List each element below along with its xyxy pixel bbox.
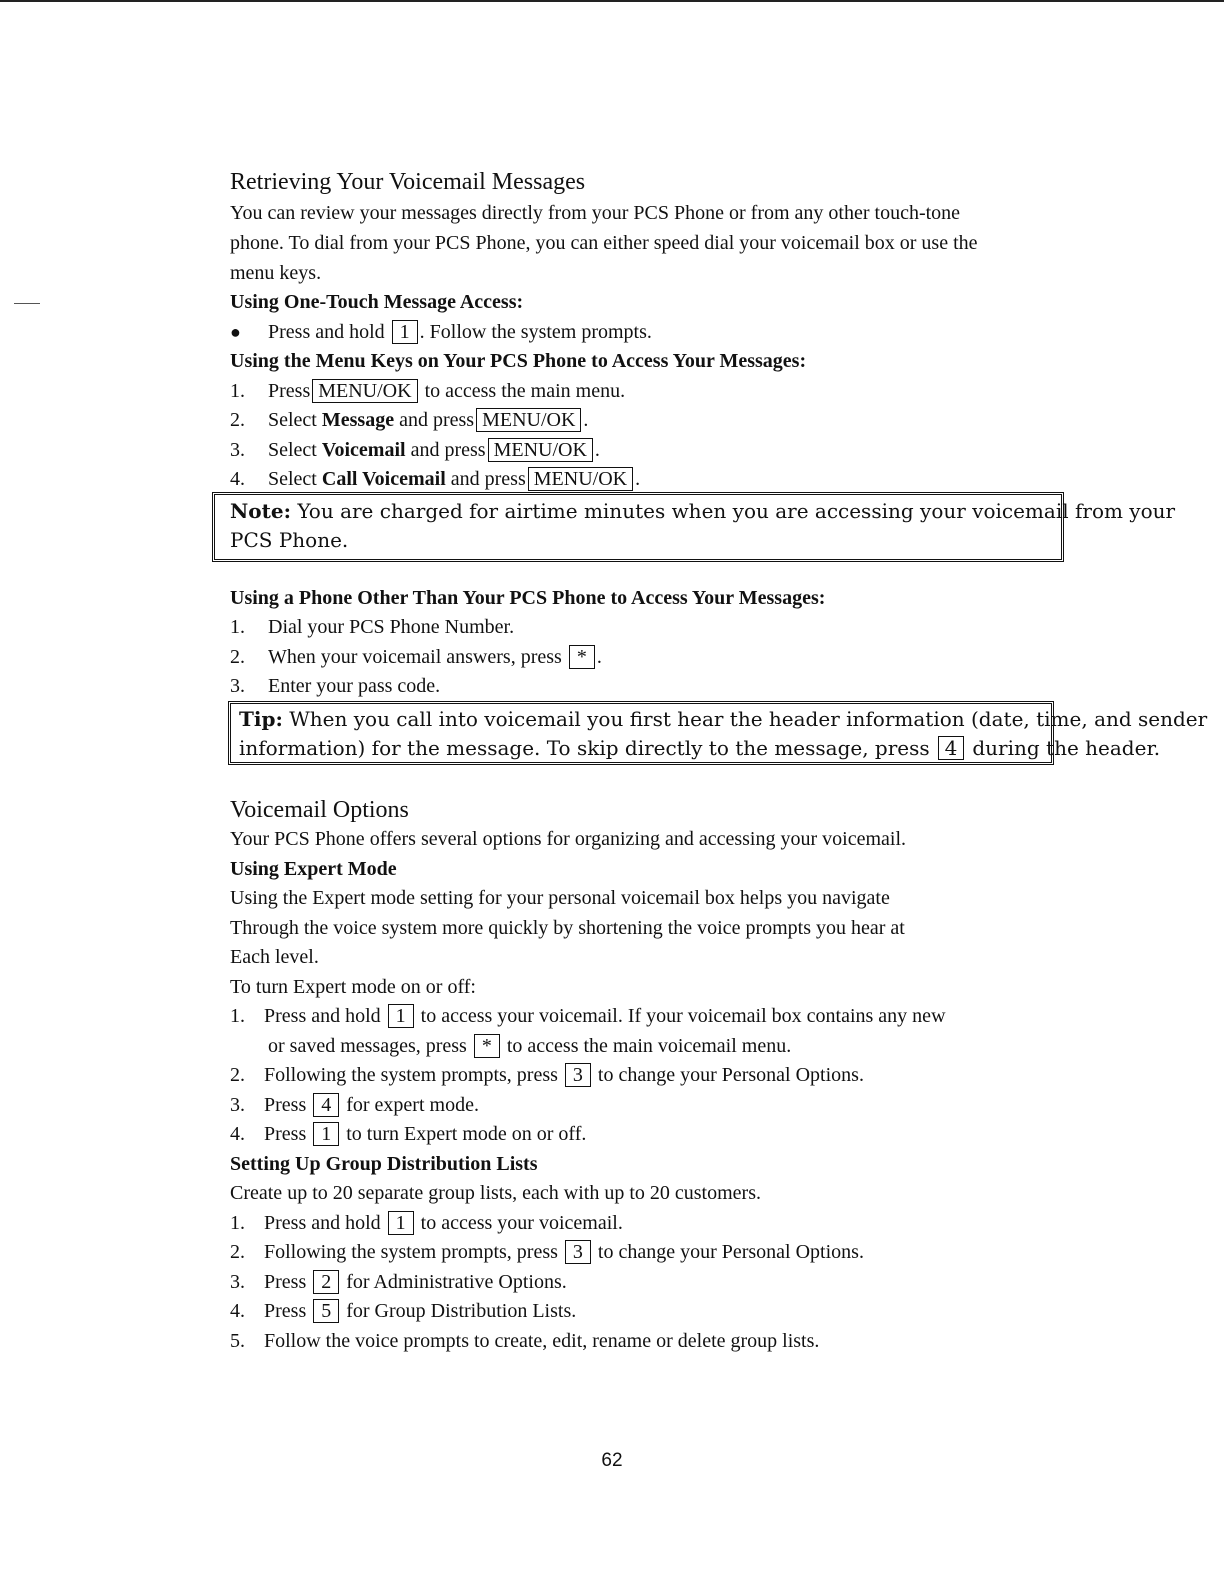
step-text: . xyxy=(583,409,589,431)
expert-para-1: Using the Expert mode setting for your personal voicemail box helps you navigate xyxy=(230,887,890,909)
note-line-2: PCS Phone. xyxy=(230,528,349,552)
key-1: 1 xyxy=(313,1122,339,1146)
key-4: 4 xyxy=(938,736,964,760)
key-menu-ok: MENU/OK xyxy=(528,467,633,491)
step-number: 1. xyxy=(230,616,245,638)
other-step xyxy=(230,643,602,671)
step-text: or saved messages, press xyxy=(268,1035,467,1057)
step-text: to access the main voicemail menu. xyxy=(506,1035,792,1057)
step-text: Enter your pass code. xyxy=(268,675,441,697)
menu-step xyxy=(230,406,588,434)
step-text: Press xyxy=(268,380,311,402)
step-text: Dial your PCS Phone Number. xyxy=(268,616,515,638)
step-number: 3. xyxy=(230,1271,245,1293)
one-touch-pre: Press and hold xyxy=(268,321,385,343)
step-number: 2. xyxy=(230,646,245,668)
one-touch-post: . Follow the system prompts. xyxy=(419,321,652,343)
step-number: 1. xyxy=(230,380,245,402)
step-text: Press xyxy=(264,1271,307,1293)
step-text: . xyxy=(594,439,600,461)
step-number: 3. xyxy=(230,675,245,697)
step-text: Select xyxy=(268,468,317,490)
step-number: 4. xyxy=(230,1300,245,1322)
expert-step xyxy=(230,1061,864,1089)
key-3: 3 xyxy=(565,1063,591,1087)
key-4: 4 xyxy=(313,1093,339,1117)
step-number: 1. xyxy=(230,1212,245,1234)
groups-intro: Create up to 20 separate group lists, each with up to 20 customers. xyxy=(230,1182,761,1204)
step-bold-term: Voicemail xyxy=(321,439,406,461)
step-number: 4. xyxy=(230,1123,245,1145)
expert-step-continued xyxy=(268,1032,791,1060)
expert-step xyxy=(230,1002,946,1030)
step-text: and press xyxy=(450,468,526,490)
intro-line-2: phone. To dial from your PCS Phone, you can either speed dial your voicemail box or use the xyxy=(230,232,978,254)
one-touch-heading: Using One-Touch Message Access: xyxy=(230,291,524,313)
step-text: and press xyxy=(399,409,475,431)
step-text: for expert mode. xyxy=(346,1094,479,1116)
step-text: Press xyxy=(264,1300,307,1322)
step-number: 2. xyxy=(230,409,245,431)
step-text: to turn Expert mode on or off. xyxy=(346,1123,587,1145)
tip-line-2 xyxy=(239,734,1160,763)
menu-keys-heading: Using the Menu Keys on Your PCS Phone to Access Your Messages: xyxy=(230,350,807,372)
step-number: 1. xyxy=(230,1005,245,1027)
key-star: * xyxy=(474,1034,500,1058)
key-3: 3 xyxy=(565,1240,591,1264)
expert-para-3: Each level. xyxy=(230,946,319,968)
groups-heading: Setting Up Group Distribution Lists xyxy=(230,1153,538,1175)
step-number: 3. xyxy=(230,1094,245,1116)
step-text: Press xyxy=(264,1094,307,1116)
groups-step xyxy=(230,1209,623,1237)
step-text: for Group Distribution Lists. xyxy=(346,1300,577,1322)
step-number: 5. xyxy=(230,1330,245,1352)
step-text: Select xyxy=(268,439,317,461)
groups-step xyxy=(230,1268,567,1296)
bullet-icon: ● xyxy=(230,322,241,342)
step-text: Press xyxy=(264,1123,307,1145)
tip-label: Tip: xyxy=(239,707,283,731)
other-phone-heading: Using a Phone Other Than Your PCS Phone to Access Your Messages: xyxy=(230,587,826,609)
other-step xyxy=(230,613,514,641)
step-text: Follow the voice prompts to create, edit, rename or delete group lists. xyxy=(264,1330,820,1352)
step-text: Press and hold xyxy=(264,1212,381,1234)
step-text: . xyxy=(596,646,602,668)
expert-para-2: Through the voice system more quickly by shortening the voice prompts you hear at xyxy=(230,917,905,939)
step-text: Select xyxy=(268,409,317,431)
key-star: * xyxy=(569,645,595,669)
groups-step xyxy=(230,1238,864,1266)
tip-text: during the header. xyxy=(972,736,1161,760)
note-text: You are charged for airtime minutes when you are accessing your voicemail from your xyxy=(297,499,1176,523)
tip-line-1 xyxy=(239,705,1207,734)
step-text: to change your Personal Options. xyxy=(597,1241,864,1263)
key-5: 5 xyxy=(313,1299,339,1323)
expert-lead: To turn Expert mode on or off: xyxy=(230,976,476,998)
section-title: Retrieving Your Voicemail Messages xyxy=(230,169,586,195)
key-1: 1 xyxy=(392,320,418,344)
groups-step xyxy=(230,1297,576,1325)
expert-step xyxy=(230,1091,479,1119)
tip-text: information) for the message. To skip directly to the message, press xyxy=(239,736,930,760)
intro-line-3: menu keys. xyxy=(230,262,322,284)
one-touch-item xyxy=(230,318,652,346)
step-text: Following the system prompts, press xyxy=(264,1064,558,1086)
note-box xyxy=(212,492,1176,562)
step-number: 4. xyxy=(230,468,245,490)
key-2: 2 xyxy=(313,1270,339,1294)
section-title: Voicemail Options xyxy=(230,797,409,823)
margin-mark xyxy=(14,303,40,304)
options-intro: Your PCS Phone offers several options for organizing and accessing your voicemail. xyxy=(230,828,907,850)
expert-step xyxy=(230,1120,586,1148)
key-menu-ok: MENU/OK xyxy=(488,438,593,462)
menu-step xyxy=(230,465,640,493)
other-step xyxy=(230,672,440,700)
step-text: for Administrative Options. xyxy=(346,1271,567,1293)
intro-line-1: You can review your messages directly from your PCS Phone or from any other touch-tone xyxy=(230,202,961,224)
page-number: 62 xyxy=(601,1450,623,1471)
step-number: 2. xyxy=(230,1064,245,1086)
menu-step xyxy=(230,377,625,405)
top-rule xyxy=(0,0,1224,2)
tip-text: When you call into voicemail you first hear the header information (date, time, and sender xyxy=(289,707,1208,731)
key-menu-ok: MENU/OK xyxy=(476,408,581,432)
key-menu-ok: MENU/OK xyxy=(312,379,417,403)
key-1: 1 xyxy=(388,1211,414,1235)
step-text: to access your voicemail. If your voicemail box contains any new xyxy=(420,1005,946,1027)
note-line-1 xyxy=(230,497,1175,526)
expert-heading: Using Expert Mode xyxy=(230,858,397,880)
key-1: 1 xyxy=(388,1004,414,1028)
step-text: and press xyxy=(410,439,486,461)
step-number: 2. xyxy=(230,1241,245,1263)
groups-step xyxy=(230,1327,819,1355)
step-text: to access your voicemail. xyxy=(420,1212,623,1234)
step-text: Following the system prompts, press xyxy=(264,1241,558,1263)
step-number: 3. xyxy=(230,439,245,461)
step-bold-term: Call Voicemail xyxy=(321,468,446,490)
step-text: Press and hold xyxy=(264,1005,381,1027)
tip-box xyxy=(228,701,1208,765)
step-text: to change your Personal Options. xyxy=(597,1064,864,1086)
step-bold-term: Message xyxy=(321,409,395,431)
menu-step xyxy=(230,436,600,464)
step-text: . xyxy=(635,468,641,490)
note-label: Note: xyxy=(230,499,291,523)
step-text: to access the main menu. xyxy=(424,380,626,402)
step-text: When your voicemail answers, press xyxy=(268,646,562,668)
